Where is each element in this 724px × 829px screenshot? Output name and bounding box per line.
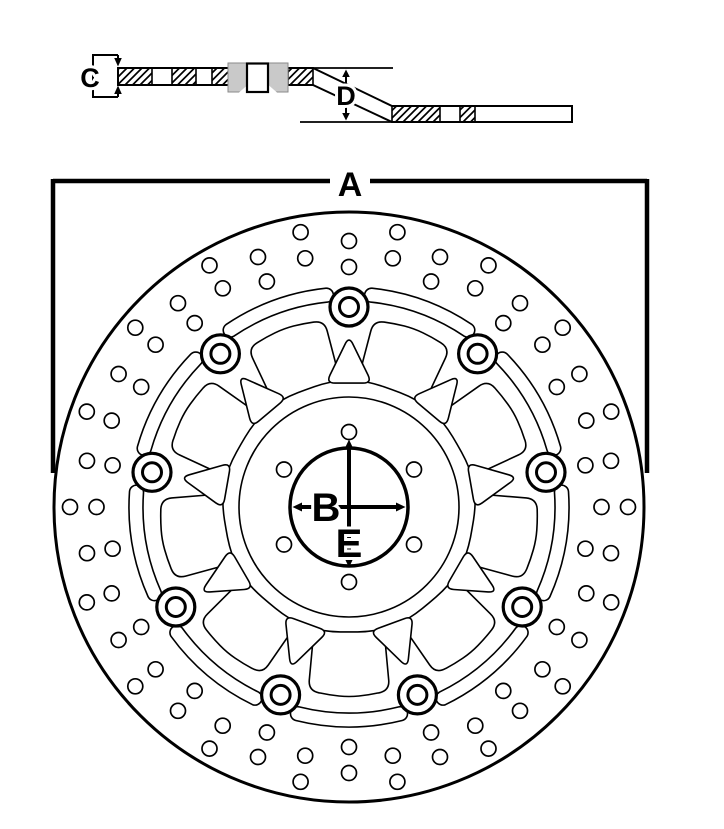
spoke-opening [203,581,294,670]
drilled-hole [621,500,636,515]
drilled-hole [549,380,564,395]
drilled-hole [594,500,609,515]
dimension-label-b: B [311,486,341,530]
drilled-hole [298,748,313,763]
drilled-hole [424,725,439,740]
drilled-hole [259,274,274,289]
front-view [53,166,647,802]
drilled-hole [104,413,119,428]
spoke-opening [309,630,389,696]
arrow-up-icon [342,70,350,78]
drilled-hole [105,541,120,556]
drilled-hole [572,367,587,382]
dimension-label-d: D [336,81,356,111]
drilled-hole [104,586,119,601]
rivet-center [143,463,162,482]
drilled-hole [63,500,78,515]
drilled-hole [385,251,400,266]
float-slot [537,485,569,601]
drilled-hole [293,225,308,240]
drilled-hole [468,718,483,733]
drilled-hole [535,337,550,352]
drilled-hole [513,296,528,311]
drilled-hole [187,683,202,698]
drilled-hole [128,320,143,335]
bolt-hole [342,575,357,590]
drilled-hole [111,633,126,648]
drilled-hole [148,662,163,677]
drilled-hole [572,633,587,648]
drilled-hole [604,404,619,419]
bobbin-bore [247,64,268,93]
drilled-hole [468,281,483,296]
drilled-hole [342,234,357,249]
arrow-down-icon [342,113,350,121]
drilled-hole [578,541,593,556]
drilled-hole [555,679,570,694]
drilled-hole [298,251,313,266]
drilled-hole [513,703,528,718]
drilled-hole [202,258,217,273]
bolt-hole [342,425,357,440]
drilled-hole [251,250,266,265]
drilled-hole [79,404,94,419]
rivet-center [271,685,290,704]
drilled-hole [128,679,143,694]
float-slot [129,485,161,601]
rivet-center [211,344,230,363]
drilled-hole [433,250,448,265]
drilled-hole [342,260,357,275]
drilled-hole [579,413,594,428]
drilled-hole [481,741,496,756]
rivet-center [408,685,427,704]
drilled-hole [259,725,274,740]
rivet-center [468,344,487,363]
drilled-hole [385,748,400,763]
drilled-hole [202,741,217,756]
drilled-hole [171,296,186,311]
drilled-hole [578,458,593,473]
drilled-hole [433,750,448,765]
drilled-hole [535,662,550,677]
drilled-hole [555,320,570,335]
rivet-center [340,298,359,317]
drilled-hole [111,367,126,382]
bolt-hole [277,537,292,552]
dimension-c [80,55,122,97]
arrow-up-icon [345,440,354,450]
bobbin-button [228,63,288,93]
drilled-hole [604,546,619,561]
dimension-d [300,68,393,122]
drilled-hole [342,766,357,781]
drilled-hole [89,500,104,515]
rivet-center [166,598,185,617]
cross-section-view [80,55,572,122]
float-slot [290,707,407,727]
drilled-hole [549,620,564,635]
drilled-hole [579,586,594,601]
drilled-hole [80,546,95,561]
drilled-hole [134,620,149,635]
arrow-left-icon [293,503,303,512]
dimension-label-e: E [335,522,363,566]
dimension-label-a: A [337,166,363,204]
drilled-hole [390,225,405,240]
drilled-hole [604,453,619,468]
drilled-hole [604,595,619,610]
drilled-hole [251,750,266,765]
bolt-hole [277,462,292,477]
section-hatching [118,68,475,122]
arrow-up-icon [114,86,122,95]
drilled-hole [171,703,186,718]
drilled-hole [481,258,496,273]
drilled-hole [215,718,230,733]
bolt-hole [407,537,422,552]
drilled-hole [187,316,202,331]
arrow-right-icon [396,503,406,512]
spoke-opening [404,581,495,670]
drilled-hole [134,380,149,395]
drilled-hole [215,281,230,296]
drilled-hole [79,595,94,610]
drilled-hole [390,774,405,789]
dimension-label-c: C [80,63,100,93]
rivet-center [537,463,556,482]
drilled-hole [105,458,120,473]
rivet-center [513,598,532,617]
bolt-hole [407,462,422,477]
drilled-hole [293,774,308,789]
drilled-hole [342,740,357,755]
drilled-hole [148,337,163,352]
drilled-hole [80,453,95,468]
arrow-down-icon [114,58,122,67]
drilled-hole [496,683,511,698]
drilled-hole [424,274,439,289]
drilled-hole [496,316,511,331]
